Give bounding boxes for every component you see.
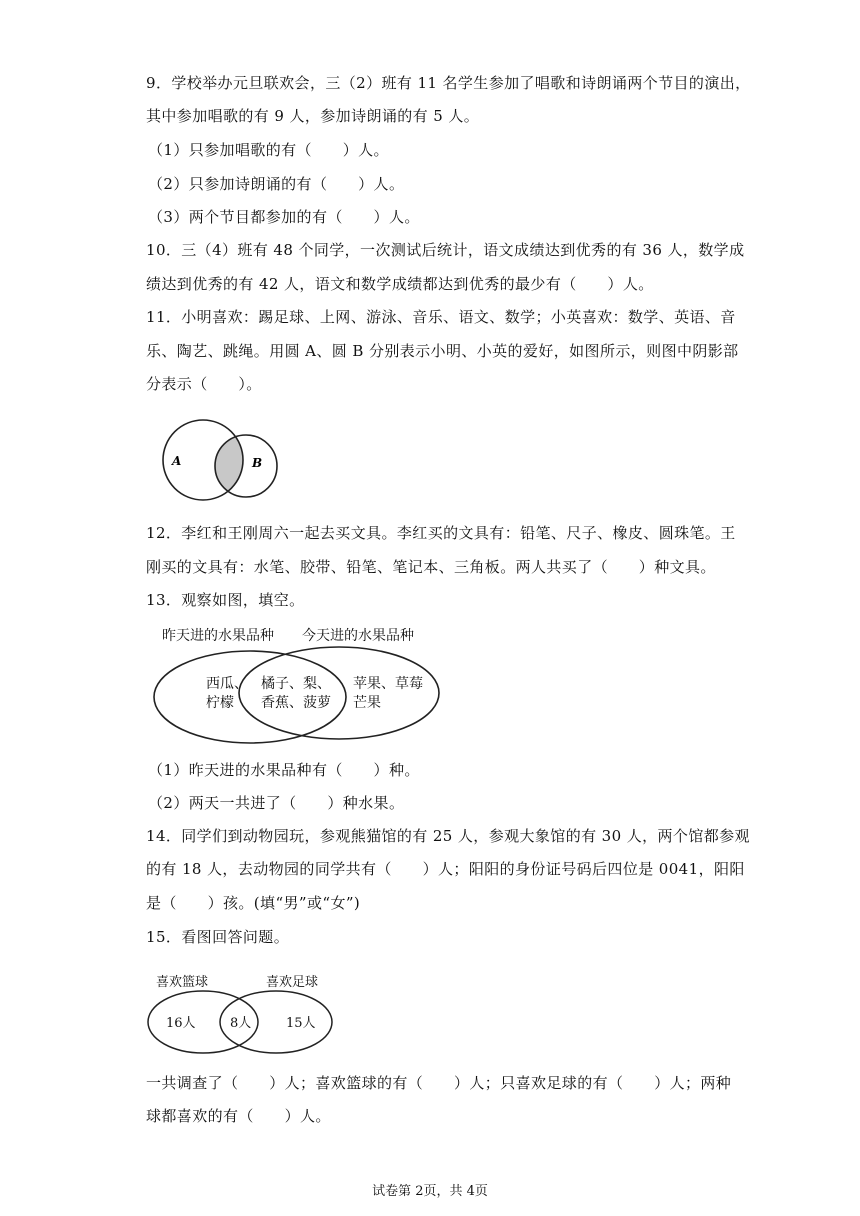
venn-diagram-balls <box>146 965 338 1061</box>
q10-line-2: 绩达到优秀的有 42 人，语文和数学成绩都达到优秀的最少有（ ）人。 <box>146 275 654 293</box>
q11-line-3: 分表示（ ）。 <box>146 375 262 393</box>
q13-line-1: 13．观察如图，填空。 <box>146 591 305 609</box>
q9-line-2: 其中参加唱歌的有 9 人，参加诗朗诵的有 5 人。 <box>146 107 480 125</box>
title-football: 喜欢足球 <box>266 975 319 990</box>
q12-line-1: 12．李红和王刚周六一起去买文具。李红买的文具有：铅笔、尺子、橡皮、圆珠笔。王 <box>146 524 736 542</box>
both-days-2: 香蕉、菠萝 <box>261 695 331 711</box>
q9-sub-2: （2）只参加诗朗诵的有（ ）人。 <box>148 175 405 193</box>
label-b: B <box>252 456 263 470</box>
q14-line-3: 是（ ）孩。(填“男”或“女”) <box>146 894 361 912</box>
q9-sub-1: （1）只参加唱歌的有（ ）人。 <box>148 141 389 159</box>
q15-line-2: 一共调查了（ ）人；喜欢篮球的有（ ）人；只喜欢足球的有（ ）人；两种 <box>146 1074 732 1092</box>
only-yesterday-2: 柠檬 <box>206 695 234 711</box>
title-yesterday: 昨天进的水果品种 <box>162 628 274 644</box>
q9-sub-3: （3）两个节目都参加的有（ ）人。 <box>148 208 420 226</box>
title-today: 今天进的水果品种 <box>302 628 414 644</box>
q15-line-3: 球都喜欢的有（ ）人。 <box>146 1107 331 1125</box>
only-basketball-count: 16人 <box>166 1016 196 1031</box>
q10-line-1: 10．三（4）班有 48 个同学，一次测试后统计，语文成绩达到优秀的有 36 人，数学成 <box>146 241 745 259</box>
q11-line-2: 乐、陶艺、跳绳。用圆 A、圆 B 分别表示小明、小英的爱好，如图所示，则图中阴影部 <box>146 342 739 360</box>
ellipse-today <box>239 647 439 739</box>
q13-sub-2: （2）两天一共进了（ ）种水果。 <box>148 794 405 812</box>
only-yesterday-1: 西瓜、 <box>206 676 248 692</box>
only-today-1: 苹果、草莓 <box>353 676 423 692</box>
q9-line-1: 9．学校举办元旦联欢会，三（2）班有 11 名学生参加了唱歌和诗朗诵两个节目的演出， <box>146 74 751 92</box>
venn-diagram-fruits <box>150 620 445 746</box>
only-football-count: 15人 <box>286 1016 316 1031</box>
q12-line-2: 刚买的文具有：水笔、胶带、铅笔、笔记本、三角板。两人共买了（ ）种文具。 <box>146 558 716 576</box>
both-days-1: 橘子、梨、 <box>261 676 331 692</box>
q14-line-1: 14．同学们到动物园玩，参观熊猫馆的有 25 人，参观大象馆的有 30 人，两个馆都参观 <box>146 827 750 845</box>
only-today-2: 芒果 <box>353 695 381 711</box>
title-basketball: 喜欢篮球 <box>156 975 209 990</box>
q13-sub-1: （1）昨天进的水果品种有（ ）种。 <box>148 761 420 779</box>
q11-line-1: 11．小明喜欢：踢足球、上网、游泳、音乐、语文、数学；小英喜欢：数学、英语、音 <box>146 308 736 326</box>
label-a: A <box>172 454 182 468</box>
venn-diagram-ab <box>150 418 282 506</box>
q15-line-1: 15．看图回答问题。 <box>146 928 290 946</box>
page-footer: 试卷第 2页，共 4页 <box>372 1184 488 1199</box>
both-count: 8人 <box>230 1016 252 1031</box>
q14-line-2: 的有 18 人，去动物园的同学共有（ ）人；阳阳的身份证号码后四位是 0041，阳阳 <box>146 860 745 878</box>
